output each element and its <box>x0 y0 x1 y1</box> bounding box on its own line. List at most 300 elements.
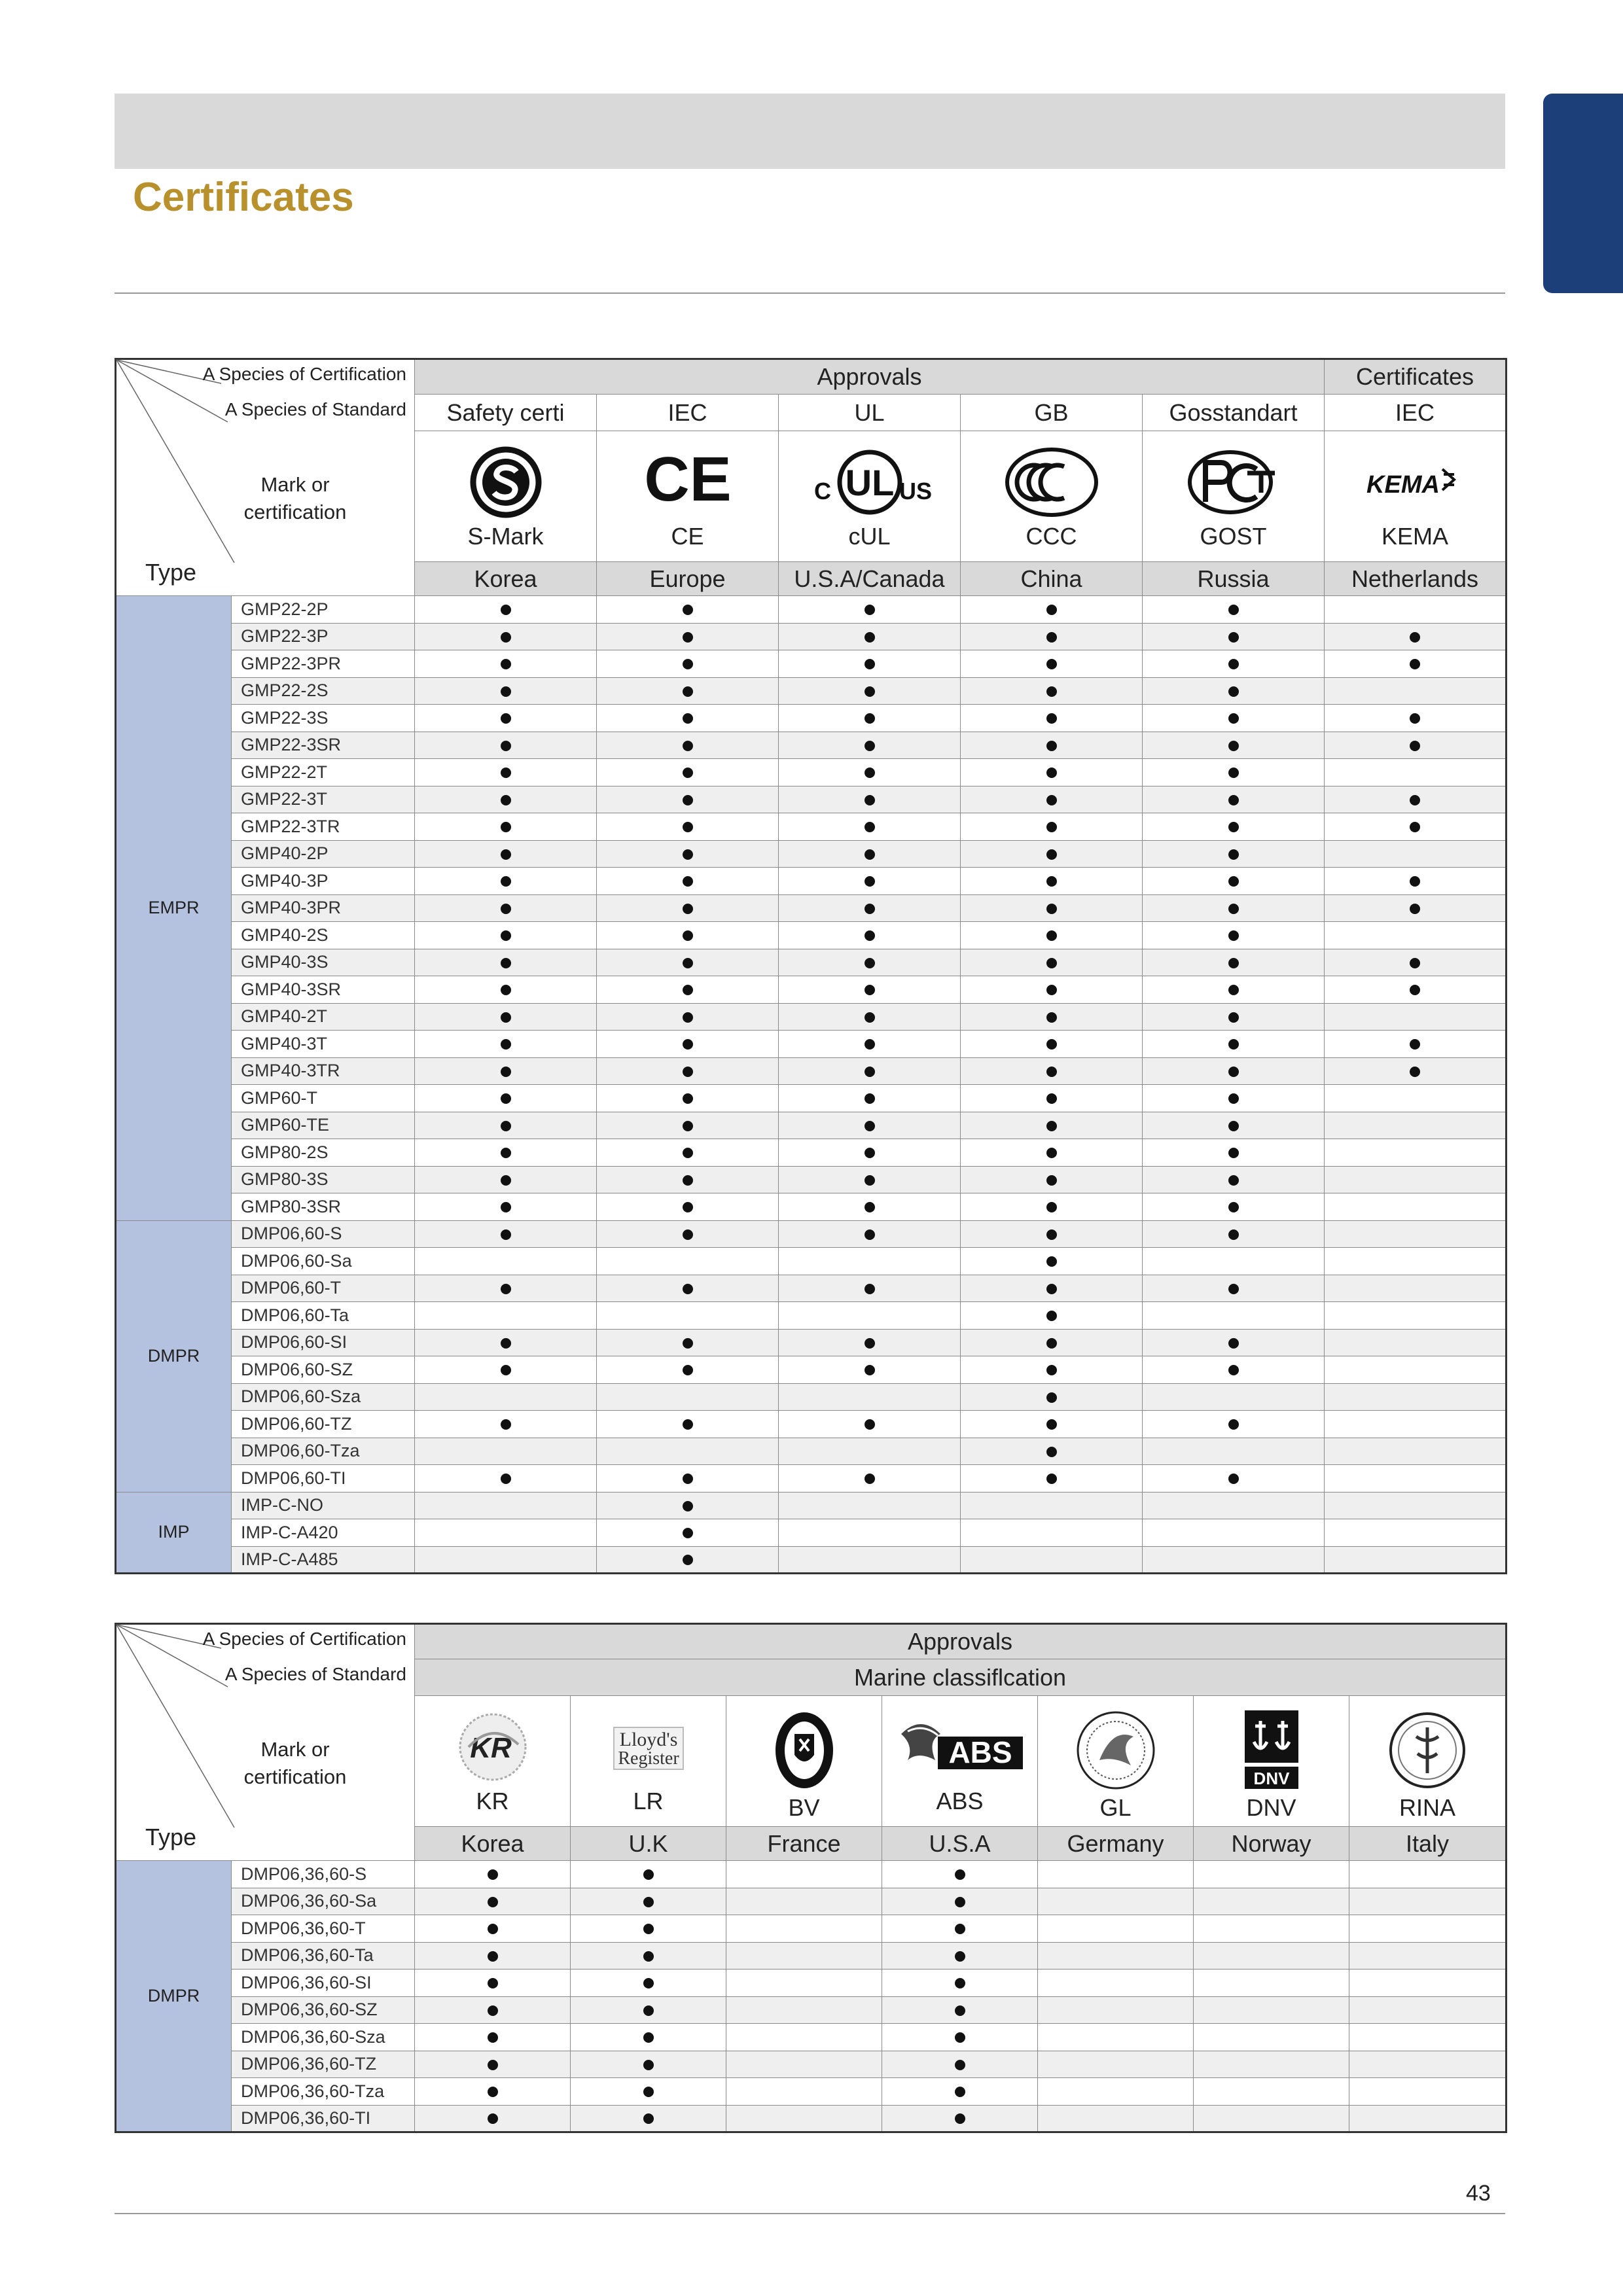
table-row <box>116 1861 1507 1888</box>
model-cell: DMP06,60-Tza <box>232 1438 415 1465</box>
mark-name: S-Mark <box>467 523 544 550</box>
approval-cell <box>415 2051 571 2078</box>
approval-cell <box>1349 1888 1507 1915</box>
approved-dot-icon <box>683 1229 693 1240</box>
approval-cell <box>1325 1519 1507 1547</box>
approved-dot-icon <box>501 1121 511 1131</box>
approved-dot-icon <box>643 1951 654 1962</box>
approval-cell <box>779 1085 961 1112</box>
approved-dot-icon <box>1046 1121 1057 1131</box>
approval-cell <box>961 1031 1143 1058</box>
approval-cell <box>1325 949 1507 976</box>
approval-cell <box>597 1519 779 1547</box>
approved-dot-icon <box>1046 605 1057 615</box>
approval-cell <box>1325 976 1507 1004</box>
approval-cell <box>1325 894 1507 922</box>
model-cell: GMP40-3PR <box>232 894 415 922</box>
approval-cell <box>1349 1861 1507 1888</box>
approvals-group-header: Approvals <box>415 359 1325 395</box>
approval-cell <box>961 1112 1143 1139</box>
approved-dot-icon <box>1410 741 1420 751</box>
approval-cell <box>1143 813 1325 841</box>
approval-cell <box>1143 1275 1325 1302</box>
approval-cell <box>1143 1112 1325 1139</box>
table-row <box>116 1112 1507 1139</box>
approval-cell <box>1143 1248 1325 1275</box>
approval-cell <box>597 1383 779 1411</box>
approval-cell <box>1038 1888 1194 1915</box>
species-certification-label: A Species of Certification <box>202 364 406 384</box>
species-standard-label: A Species of Standard <box>224 1664 406 1684</box>
mark-name: GL <box>1099 1794 1132 1821</box>
country-cell: Korea <box>415 1827 571 1861</box>
approved-dot-icon <box>1046 985 1057 995</box>
approved-dot-icon <box>1228 1229 1239 1240</box>
abs-eagle-icon <box>895 1708 1026 1786</box>
approved-dot-icon <box>1228 713 1239 724</box>
approval-cell <box>571 1996 726 2024</box>
country-cell: Russia <box>1143 562 1325 596</box>
approval-cell <box>597 623 779 650</box>
approval-cell <box>779 1139 961 1167</box>
approval-cell <box>1143 677 1325 705</box>
approval-cell <box>961 1519 1143 1547</box>
approval-cell <box>415 1166 597 1193</box>
type-label: Type <box>145 559 197 586</box>
approval-cell <box>779 922 961 949</box>
approval-cell <box>961 650 1143 678</box>
approved-dot-icon <box>501 1229 511 1240</box>
model-cell: GMP40-2T <box>232 1003 415 1031</box>
approved-dot-icon <box>501 985 511 995</box>
marine-table <box>115 1623 1507 2133</box>
approval-cell <box>882 1861 1038 1888</box>
approved-dot-icon <box>501 1093 511 1104</box>
svg-text:CE: CE <box>643 444 732 514</box>
approval-cell <box>779 868 961 895</box>
approval-cell <box>571 1915 726 1943</box>
approval-cell <box>597 732 779 759</box>
approval-cell <box>1325 596 1507 624</box>
approved-dot-icon <box>643 1869 654 1880</box>
approved-dot-icon <box>1046 904 1057 914</box>
approved-dot-icon <box>683 632 693 643</box>
table-row <box>116 1139 1507 1167</box>
approved-dot-icon <box>1228 1067 1239 1077</box>
approval-cell <box>779 1465 961 1492</box>
mark-label: Mark or certification <box>243 473 347 523</box>
approval-cell <box>1143 650 1325 678</box>
approval-cell <box>1038 2051 1194 2078</box>
table-row <box>116 949 1507 976</box>
approval-cell <box>779 1248 961 1275</box>
approval-cell <box>415 1329 597 1356</box>
approved-dot-icon <box>865 876 875 887</box>
approved-dot-icon <box>1228 958 1239 968</box>
approved-dot-icon <box>683 1148 693 1158</box>
model-cell: DMP06,36,60-Sza <box>232 2024 415 2051</box>
approved-dot-icon <box>865 1121 875 1131</box>
divider-top <box>115 292 1505 294</box>
approval-cell <box>1325 922 1507 949</box>
svg-text:C: C <box>813 478 831 504</box>
mark-name: CCC <box>1026 523 1077 550</box>
approval-cell <box>1143 1546 1325 1574</box>
approval-cell <box>1143 1329 1325 1356</box>
approval-cell <box>1143 1519 1325 1547</box>
approval-cell <box>779 840 961 868</box>
approval-cell <box>1143 976 1325 1004</box>
approved-dot-icon <box>683 1474 693 1484</box>
approved-dot-icon <box>501 822 511 832</box>
approval-cell <box>1143 1465 1325 1492</box>
approved-dot-icon <box>1410 632 1420 643</box>
approval-cell <box>779 894 961 922</box>
approval-cell <box>1325 1302 1507 1330</box>
approved-dot-icon <box>683 1175 693 1186</box>
model-cell: GMP22-3T <box>232 786 415 813</box>
approved-dot-icon <box>1046 768 1057 778</box>
approval-cell <box>1325 677 1507 705</box>
approval-cell <box>1038 2024 1194 2051</box>
approval-cell <box>1038 2078 1194 2106</box>
approved-dot-icon <box>501 1365 511 1375</box>
approved-dot-icon <box>683 1093 693 1104</box>
approval-cell <box>1349 2024 1507 2051</box>
approval-cell <box>597 1465 779 1492</box>
approval-cell <box>961 976 1143 1004</box>
model-cell: GMP22-3S <box>232 705 415 732</box>
approved-dot-icon <box>683 713 693 724</box>
s-mark-icon <box>467 443 545 521</box>
approval-cell <box>1143 596 1325 624</box>
approval-cell <box>415 732 597 759</box>
approval-cell <box>415 840 597 868</box>
approval-cell <box>1325 759 1507 786</box>
approved-dot-icon <box>865 686 875 697</box>
approval-cell <box>1194 1996 1349 2024</box>
model-cell: DMP06,60-S <box>232 1220 415 1248</box>
approval-cell <box>415 1996 571 2024</box>
approved-dot-icon <box>643 2060 654 2070</box>
approval-cell <box>1325 1220 1507 1248</box>
table-row <box>116 1546 1507 1574</box>
approved-dot-icon <box>865 768 875 778</box>
approved-dot-icon <box>683 904 693 914</box>
approval-cell <box>415 922 597 949</box>
approved-dot-icon <box>683 958 693 968</box>
approval-cell <box>1325 1356 1507 1384</box>
approval-cell <box>961 840 1143 868</box>
table-row <box>116 1438 1507 1465</box>
mark-name: DNV <box>1246 1794 1296 1821</box>
approved-dot-icon <box>501 659 511 669</box>
approval-cell <box>961 1139 1143 1167</box>
model-cell: DMP06,60-T <box>232 1275 415 1302</box>
model-cell: IMP-C-A485 <box>232 1546 415 1574</box>
approval-cell <box>779 705 961 732</box>
approved-dot-icon <box>1228 686 1239 697</box>
model-cell: DMP06,36,60-SZ <box>232 1996 415 2024</box>
table-row <box>116 1003 1507 1031</box>
approved-dot-icon <box>955 1978 965 1988</box>
approved-dot-icon <box>488 2032 498 2043</box>
approval-cell <box>961 732 1143 759</box>
approval-cell <box>1143 1003 1325 1031</box>
svg-text:US: US <box>899 478 932 504</box>
approval-cell <box>1143 868 1325 895</box>
country-cell: Netherlands <box>1325 562 1507 596</box>
approval-cell <box>961 786 1143 813</box>
divider-bottom <box>115 2213 1505 2214</box>
table-row <box>116 1302 1507 1330</box>
approval-cell <box>726 1861 882 1888</box>
approval-cell <box>415 949 597 976</box>
approval-cell <box>1194 1915 1349 1943</box>
approved-dot-icon <box>683 1121 693 1131</box>
approval-cell <box>961 1193 1143 1221</box>
approval-cell <box>597 786 779 813</box>
type-cell: EMPR <box>116 596 232 1221</box>
approval-cell <box>571 2051 726 2078</box>
approval-cell <box>961 1003 1143 1031</box>
approval-cell <box>597 1492 779 1519</box>
approval-cell <box>1143 1383 1325 1411</box>
model-cell: GMP40-3TR <box>232 1057 415 1085</box>
mark-cell <box>1143 431 1325 562</box>
standard-header: UL <box>779 395 961 431</box>
approved-dot-icon <box>1046 958 1057 968</box>
approval-cell <box>779 1438 961 1465</box>
table-row <box>116 2105 1507 2132</box>
country-cell: Norway <box>1194 1827 1349 1861</box>
approval-cell <box>415 1383 597 1411</box>
approval-cell <box>779 813 961 841</box>
approval-cell <box>961 813 1143 841</box>
approval-cell <box>1325 1383 1507 1411</box>
table-row <box>116 1411 1507 1438</box>
approval-cell <box>597 1438 779 1465</box>
approval-cell <box>1325 1166 1507 1193</box>
approval-cell <box>597 894 779 922</box>
approved-dot-icon <box>501 1175 511 1186</box>
bureau-veritas-icon <box>762 1708 847 1793</box>
approval-cell <box>961 759 1143 786</box>
approval-cell <box>1194 1888 1349 1915</box>
approved-dot-icon <box>643 2087 654 2097</box>
table-row <box>116 1329 1507 1356</box>
model-cell: GMP40-3SR <box>232 976 415 1004</box>
approved-dot-icon <box>488 1869 498 1880</box>
approved-dot-icon <box>1046 1229 1057 1240</box>
approved-dot-icon <box>1228 822 1239 832</box>
approval-cell <box>597 677 779 705</box>
approval-cell <box>415 1057 597 1085</box>
approval-cell <box>415 677 597 705</box>
approval-cell <box>726 1942 882 1969</box>
approved-dot-icon <box>1046 632 1057 643</box>
approval-cell <box>1143 1302 1325 1330</box>
approval-cell <box>1325 650 1507 678</box>
approved-dot-icon <box>865 985 875 995</box>
table-row <box>116 840 1507 868</box>
table-row <box>116 1220 1507 1248</box>
approved-dot-icon <box>865 904 875 914</box>
approval-cell <box>597 1356 779 1384</box>
svg-text:KR: KR <box>469 1732 512 1764</box>
approved-dot-icon <box>488 1924 498 1934</box>
approved-dot-icon <box>683 605 693 615</box>
table-row <box>116 786 1507 813</box>
table-row <box>116 868 1507 895</box>
approved-dot-icon <box>1046 1365 1057 1375</box>
approval-cell <box>597 1193 779 1221</box>
approved-dot-icon <box>683 1202 693 1212</box>
kema-icon <box>1363 443 1467 521</box>
cul-us-icon <box>804 443 935 521</box>
approved-dot-icon <box>1228 1148 1239 1158</box>
approval-cell <box>961 1302 1143 1330</box>
germanischer-lloyd-icon <box>1073 1708 1158 1793</box>
approved-dot-icon <box>1410 985 1420 995</box>
approved-dot-icon <box>865 1039 875 1050</box>
approval-cell <box>1038 2105 1194 2132</box>
model-cell: DMP06,36,60-SI <box>232 1969 415 1997</box>
approval-cell <box>1143 1438 1325 1465</box>
approved-dot-icon <box>1046 1311 1057 1321</box>
approval-cell <box>415 1112 597 1139</box>
approval-cell <box>1143 1193 1325 1221</box>
table-row <box>116 2051 1507 2078</box>
header-corner <box>116 359 415 596</box>
model-cell: GMP40-3T <box>232 1031 415 1058</box>
approved-dot-icon <box>683 985 693 995</box>
approved-dot-icon <box>501 930 511 941</box>
approved-dot-icon <box>501 1284 511 1294</box>
approved-dot-icon <box>1046 659 1057 669</box>
approved-dot-icon <box>955 2113 965 2124</box>
approval-cell <box>961 1356 1143 1384</box>
model-cell: IMP-C-NO <box>232 1492 415 1519</box>
approval-cell <box>1143 623 1325 650</box>
approved-dot-icon <box>501 605 511 615</box>
approval-cell <box>597 759 779 786</box>
approved-dot-icon <box>501 1202 511 1212</box>
certificates-group-header: Certificates <box>1325 359 1507 395</box>
page-title: Certificates <box>133 175 354 220</box>
approval-cell <box>415 2078 571 2106</box>
approval-cell <box>1194 2105 1349 2132</box>
approval-cell <box>597 1546 779 1574</box>
table-row <box>116 2078 1507 2106</box>
approval-cell <box>597 922 779 949</box>
approved-dot-icon <box>1228 1284 1239 1294</box>
approval-cell <box>1143 949 1325 976</box>
model-cell: GMP60-TE <box>232 1112 415 1139</box>
approval-cell <box>415 813 597 841</box>
approved-dot-icon <box>683 659 693 669</box>
approved-dot-icon <box>683 741 693 751</box>
approved-dot-icon <box>1228 1093 1239 1104</box>
approval-cell <box>779 1031 961 1058</box>
approvals-group-header: Approvals <box>415 1624 1507 1659</box>
model-cell: DMP06,60-Sza <box>232 1383 415 1411</box>
model-cell: DMP06,36,60-Tza <box>232 2078 415 2106</box>
country-cell: Korea <box>415 562 597 596</box>
lloyds-register-icon <box>606 1708 691 1786</box>
table-row <box>116 1519 1507 1547</box>
approval-cell <box>726 1888 882 1915</box>
model-cell: DMP06,60-Sa <box>232 1248 415 1275</box>
table-row <box>116 976 1507 1004</box>
approval-cell <box>571 1942 726 1969</box>
approval-cell <box>415 596 597 624</box>
approved-dot-icon <box>501 1148 511 1158</box>
table-row <box>116 1057 1507 1085</box>
approval-cell <box>1038 1942 1194 1969</box>
approved-dot-icon <box>1228 849 1239 860</box>
approval-cell <box>779 650 961 678</box>
approval-cell <box>415 2105 571 2132</box>
standard-header: IEC <box>597 395 779 431</box>
approved-dot-icon <box>501 876 511 887</box>
approval-cell <box>882 1888 1038 1915</box>
approval-cell <box>415 623 597 650</box>
approval-cell <box>1325 868 1507 895</box>
approval-cell <box>779 786 961 813</box>
approval-cell <box>1349 1969 1507 1997</box>
model-cell: GMP80-3SR <box>232 1193 415 1221</box>
approved-dot-icon <box>501 741 511 751</box>
approval-cell <box>779 1329 961 1356</box>
country-cell: U.S.A/Canada <box>779 562 961 596</box>
approval-cell <box>779 1003 961 1031</box>
approval-cell <box>1143 1411 1325 1438</box>
table-row <box>116 1166 1507 1193</box>
approved-dot-icon <box>1046 1093 1057 1104</box>
approval-cell <box>1143 1057 1325 1085</box>
model-cell: GMP22-2S <box>232 677 415 705</box>
approval-cell <box>415 1031 597 1058</box>
approved-dot-icon <box>683 795 693 805</box>
table-row <box>116 1465 1507 1492</box>
approved-dot-icon <box>1228 659 1239 669</box>
approved-dot-icon <box>1410 795 1420 805</box>
approval-cell <box>415 1492 597 1519</box>
approved-dot-icon <box>1046 1447 1057 1457</box>
approved-dot-icon <box>865 1474 875 1484</box>
approval-cell <box>1325 1411 1507 1438</box>
approval-cell <box>1194 2078 1349 2106</box>
approved-dot-icon <box>1046 741 1057 751</box>
approval-cell <box>961 705 1143 732</box>
approved-dot-icon <box>501 904 511 914</box>
approved-dot-icon <box>501 1012 511 1023</box>
approval-cell <box>1325 1057 1507 1085</box>
approval-cell <box>779 1411 961 1438</box>
model-cell: GMP40-3P <box>232 868 415 895</box>
svg-text:Lloyd's: Lloyd's <box>619 1729 677 1750</box>
ce-mark-icon <box>643 443 732 521</box>
approved-dot-icon <box>1410 904 1420 914</box>
approval-cell <box>1143 705 1325 732</box>
approved-dot-icon <box>488 2060 498 2070</box>
approval-cell <box>415 1519 597 1547</box>
approved-dot-icon <box>1046 1148 1057 1158</box>
approval-cell <box>961 1546 1143 1574</box>
approval-cell <box>597 949 779 976</box>
approval-cell <box>779 1492 961 1519</box>
